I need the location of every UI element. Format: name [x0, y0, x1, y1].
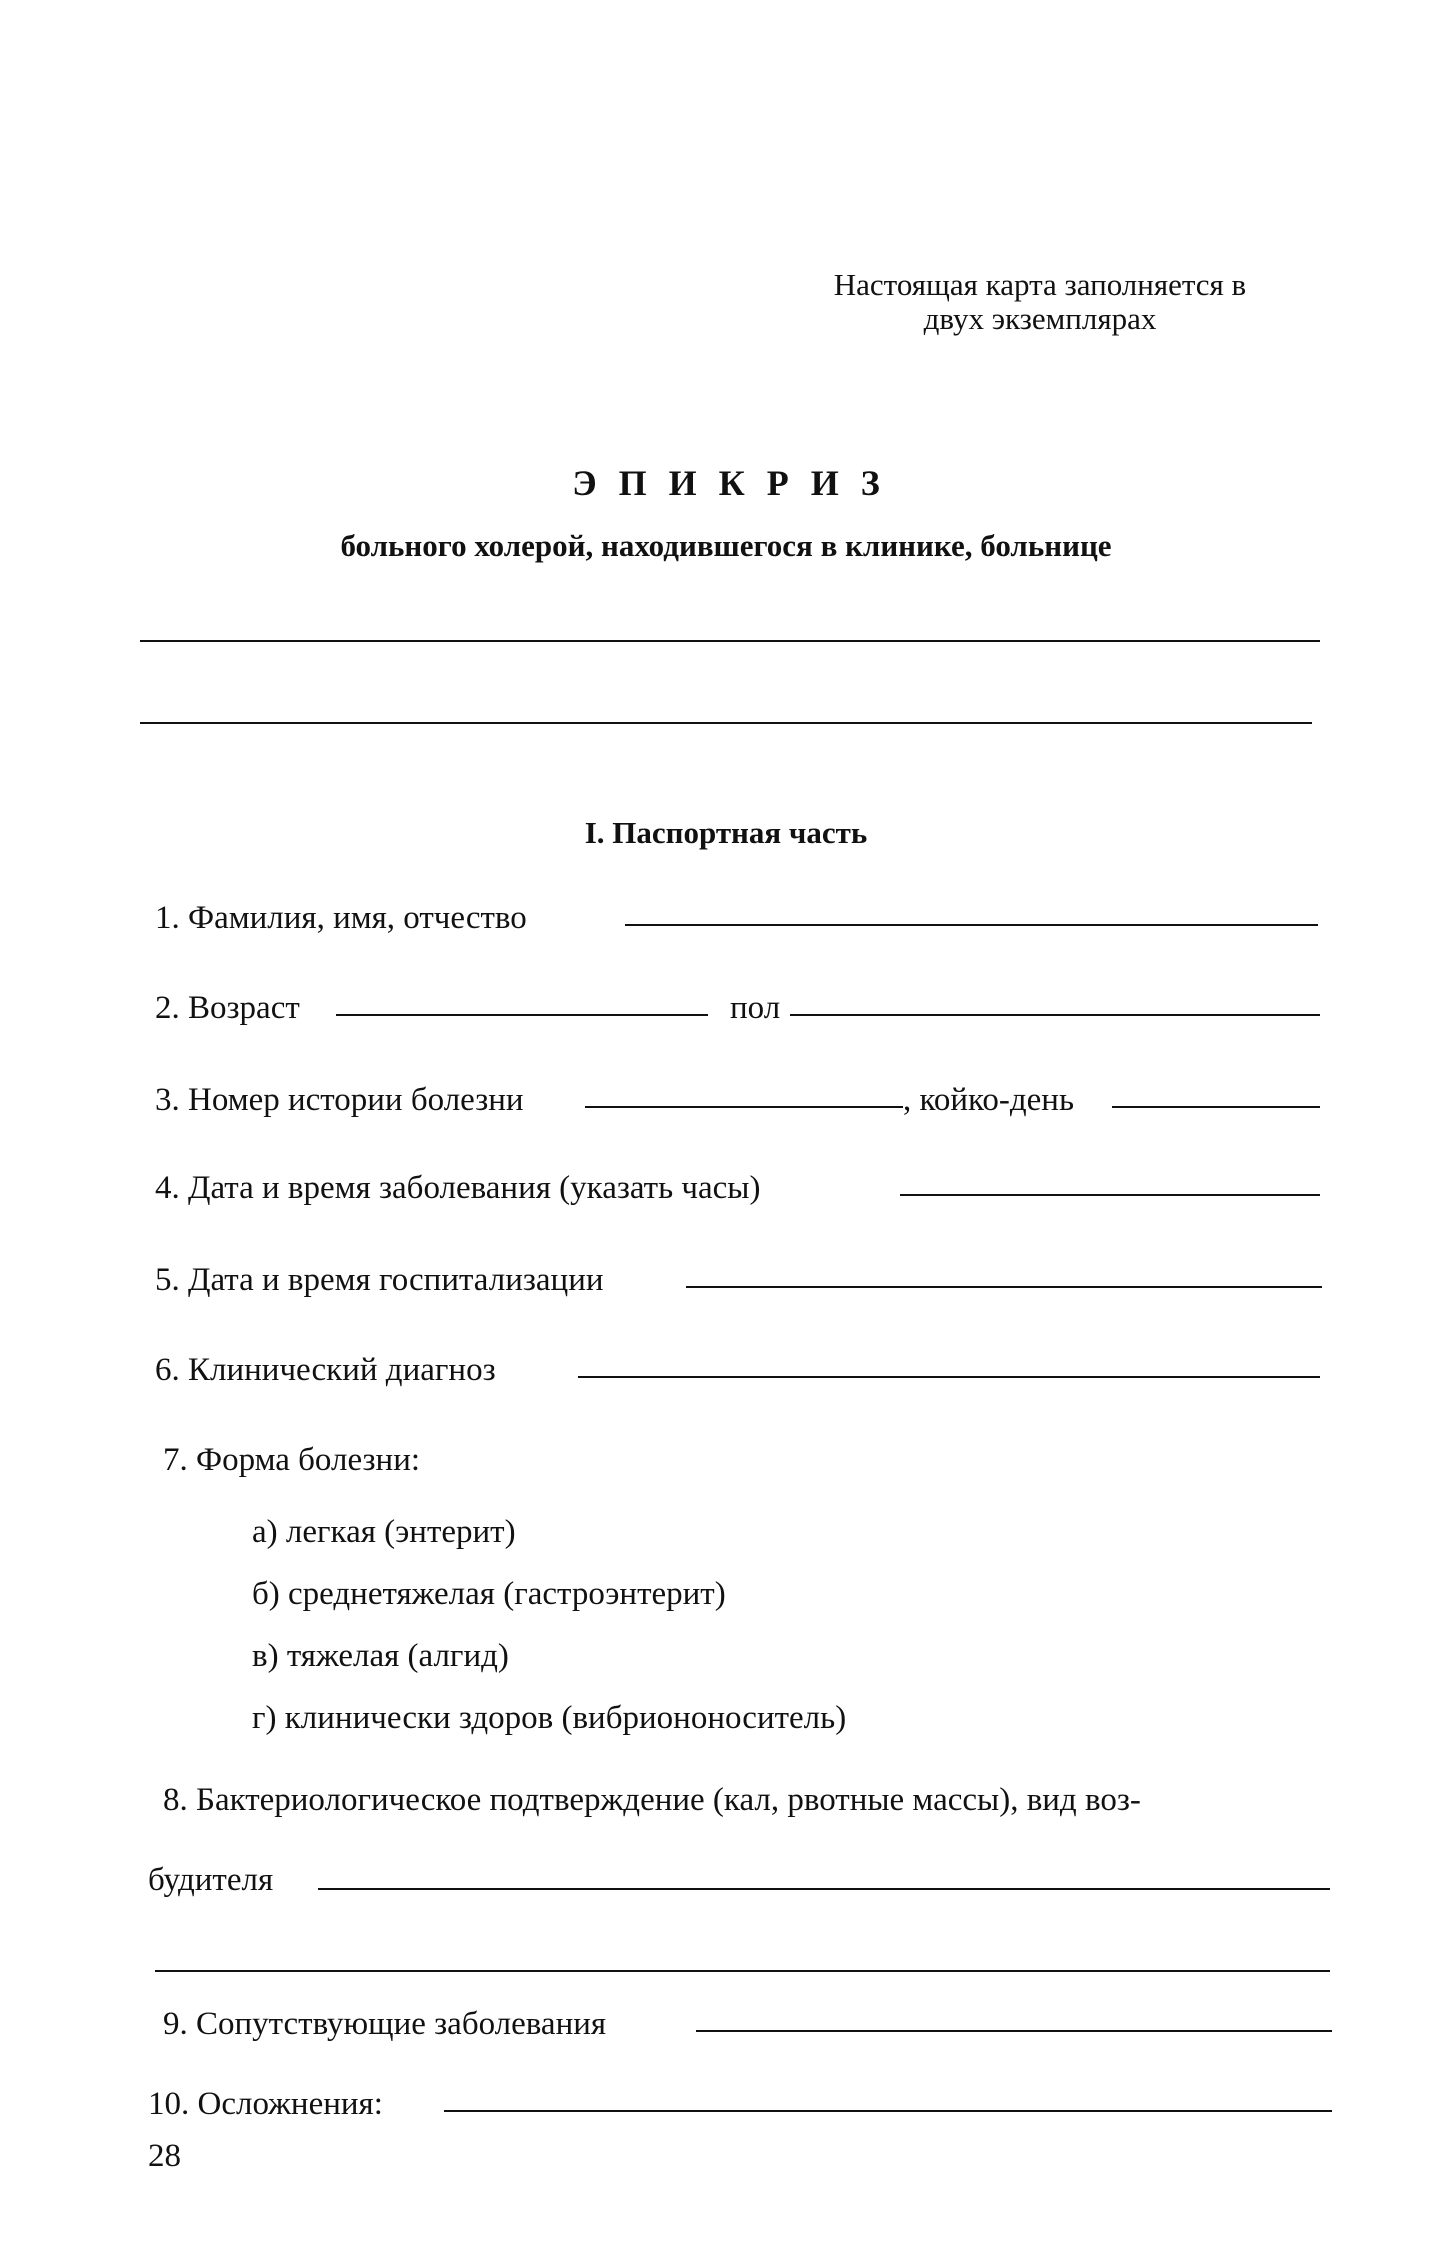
full-name-input-line[interactable]	[625, 924, 1318, 926]
sex-input-line[interactable]	[790, 1014, 1320, 1016]
section-heading: I. Паспортная часть	[584, 815, 868, 850]
document-subtitle: больного холерой, находившегося в клинике, больнице	[340, 528, 1112, 563]
disease-form-option-d[interactable]: г) клинически здоров (вибриононоситель)	[252, 1700, 847, 1736]
field-4-label: 4. Дата и время заболевания (указать часы)	[155, 1170, 761, 1206]
pathogen-input-line-2[interactable]	[155, 1970, 1330, 1972]
field-1-label: 1. Фамилия, имя, отчество	[155, 900, 527, 936]
field-8-label-cont: будителя	[148, 1862, 274, 1898]
field-2-label-age: 2. Возраст	[155, 990, 300, 1026]
comorbidities-input-line[interactable]	[696, 2030, 1332, 2032]
hospitalization-date-input-line[interactable]	[686, 1286, 1322, 1288]
field-6-label: 6. Клинический диагноз	[155, 1352, 496, 1388]
disease-form-option-b[interactable]: б) среднетяжелая (гастроэнтерит)	[252, 1576, 726, 1612]
complications-input-line[interactable]	[444, 2110, 1332, 2112]
field-8-label: 8. Бактериологическое подтверждение (кал, рвотные массы), вид воз-	[163, 1782, 1141, 1818]
note-line-1: Настоящая карта заполняется в	[833, 267, 1247, 302]
field-5-label: 5. Дата и время госпитализации	[155, 1262, 604, 1298]
title-blank-line-1[interactable]	[140, 640, 1320, 642]
diagnosis-input-line[interactable]	[578, 1376, 1320, 1378]
onset-date-input-line[interactable]	[900, 1194, 1320, 1196]
disease-form-option-a[interactable]: а) легкая (энтерит)	[252, 1514, 516, 1550]
title-blank-line-2[interactable]	[140, 722, 1312, 724]
bed-day-input-line[interactable]	[1112, 1106, 1320, 1108]
field-7-label: 7. Форма болезни:	[163, 1442, 421, 1478]
pathogen-input-line[interactable]	[318, 1888, 1330, 1890]
disease-form-option-c[interactable]: в) тяжелая (алгид)	[252, 1638, 509, 1674]
note-line-2: двух экземплярах	[923, 301, 1157, 336]
field-3-label-history: 3. Номер истории болезни	[155, 1082, 524, 1118]
field-2-label-sex: пол	[730, 990, 781, 1026]
history-number-input-line[interactable]	[585, 1106, 903, 1108]
page-number: 28	[148, 2138, 181, 2174]
field-10-label: 10. Осложнения:	[148, 2086, 383, 2122]
document-title: ЭПИКРИЗ	[572, 463, 902, 503]
age-input-line[interactable]	[336, 1014, 708, 1016]
field-9-label: 9. Сопутствующие заболевания	[163, 2006, 607, 2042]
field-3-label-bed-day: , койко-день	[903, 1082, 1075, 1118]
